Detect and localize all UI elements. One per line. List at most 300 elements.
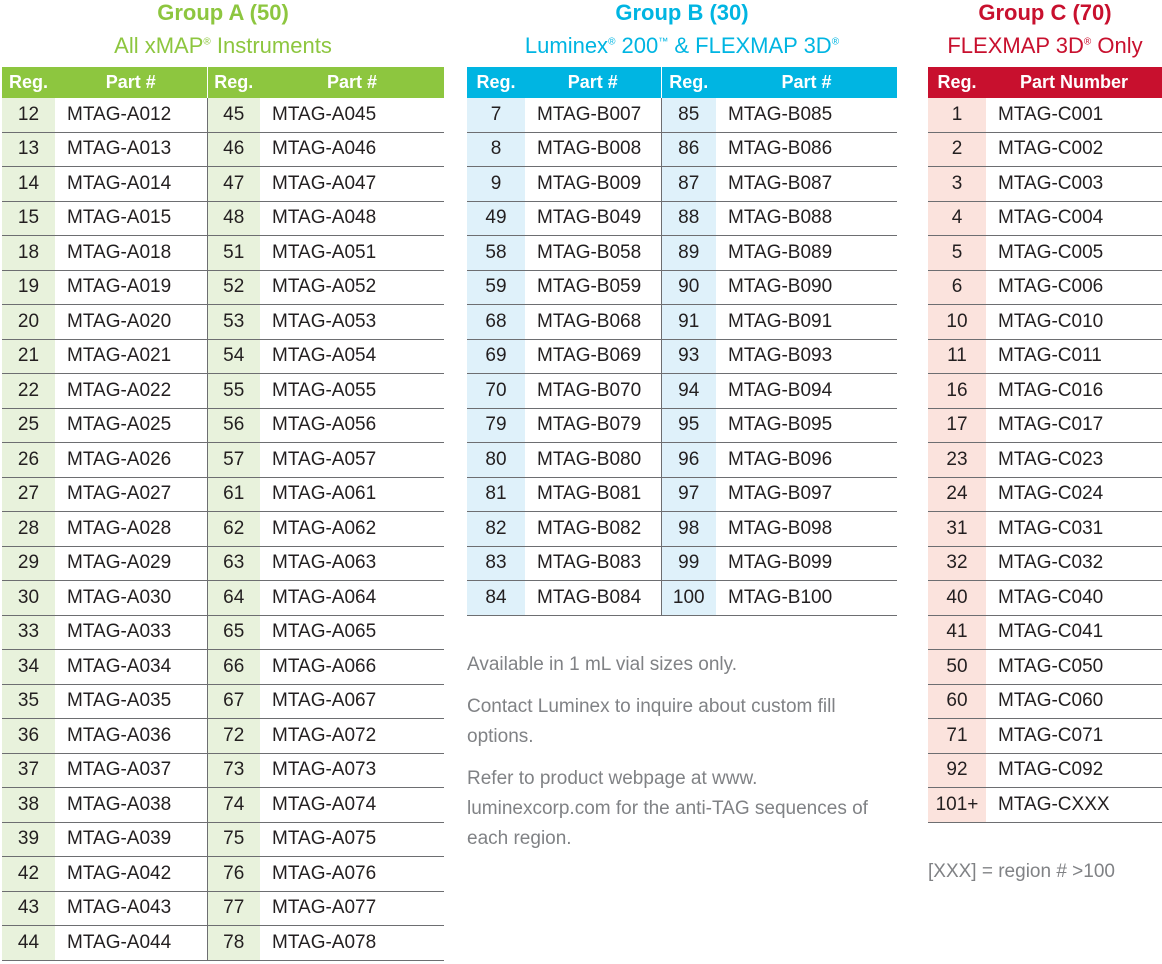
- part-number-cell: MTAG-A022: [55, 374, 207, 409]
- group-b-table: [467, 67, 897, 616]
- region-cell: 33: [2, 615, 55, 650]
- part-number-cell: MTAG-B068: [525, 305, 661, 340]
- table-row: [2, 270, 444, 305]
- region-cell: 98: [661, 512, 716, 547]
- region-cell: 80: [467, 443, 525, 478]
- region-cell: 82: [467, 512, 525, 547]
- part-number-cell: MTAG-A013: [55, 132, 207, 167]
- table-row: [928, 650, 1162, 685]
- table-row: [2, 546, 444, 581]
- group-b-title: Group B (30): [615, 0, 749, 25]
- part-number-cell: MTAG-A034: [55, 650, 207, 685]
- group-b-registered-mark: ®: [608, 36, 616, 48]
- header-part: Part #: [525, 67, 661, 98]
- table-row: [467, 236, 897, 271]
- header-part-number: Part Number: [986, 67, 1162, 98]
- table-row: [928, 270, 1162, 305]
- region-cell: 41: [928, 615, 986, 650]
- region-cell: 13: [2, 132, 55, 167]
- group-c-subtitle-text: FLEXMAP 3D: [947, 33, 1084, 58]
- region-cell: 63: [207, 546, 260, 581]
- region-cell: 95: [661, 408, 716, 443]
- table-row: [2, 201, 444, 236]
- table-row: [467, 270, 897, 305]
- part-number-cell: MTAG-C005: [986, 236, 1162, 271]
- table-row: [2, 581, 444, 616]
- part-number-cell: MTAG-A014: [55, 167, 207, 202]
- header-part: Part #: [260, 67, 444, 98]
- region-cell: 67: [207, 684, 260, 719]
- group-b-section: [467, 0, 897, 616]
- table-row: [467, 132, 897, 167]
- group-a-table: [2, 67, 444, 961]
- part-number-cell: MTAG-B069: [525, 339, 661, 374]
- header-reg: Reg.: [2, 67, 55, 98]
- table-row: [2, 305, 444, 340]
- part-number-cell: MTAG-C040: [986, 581, 1162, 616]
- region-cell: 73: [207, 753, 260, 788]
- table-header-row: [928, 67, 1162, 98]
- part-number-cell: MTAG-B098: [716, 512, 897, 547]
- part-number-cell: MTAG-A057: [260, 443, 444, 478]
- table-row: [928, 374, 1162, 409]
- part-number-cell: MTAG-A078: [260, 926, 444, 961]
- part-number-cell: MTAG-A066: [260, 650, 444, 685]
- table-row: [928, 167, 1162, 202]
- table-row: [467, 374, 897, 409]
- part-number-cell: MTAG-B100: [716, 581, 897, 616]
- region-cell: 77: [207, 891, 260, 926]
- table-row: [2, 408, 444, 443]
- part-number-cell: MTAG-A052: [260, 270, 444, 305]
- header-part: Part #: [716, 67, 897, 98]
- table-row: [928, 236, 1162, 271]
- table-row: [2, 615, 444, 650]
- group-b-registered-mark: ®: [831, 36, 840, 48]
- part-number-cell: MTAG-A074: [260, 788, 444, 823]
- part-number-cell: MTAG-A064: [260, 581, 444, 616]
- region-cell: 16: [928, 374, 986, 409]
- region-cell: 59: [467, 270, 525, 305]
- group-c-table: [928, 67, 1162, 823]
- table-row: [928, 98, 1162, 132]
- table-row: [467, 201, 897, 236]
- table-row: [928, 443, 1162, 478]
- part-number-cell: MTAG-B070: [525, 374, 661, 409]
- region-cell: 48: [207, 201, 260, 236]
- group-c-table-body: [928, 98, 1162, 822]
- part-number-cell: MTAG-A044: [55, 926, 207, 961]
- part-number-cell: MTAG-B099: [716, 546, 897, 581]
- table-row: [928, 615, 1162, 650]
- region-cell: 90: [661, 270, 716, 305]
- part-number-cell: MTAG-A039: [55, 822, 207, 857]
- part-number-cell: MTAG-C092: [986, 753, 1162, 788]
- table-row: [467, 339, 897, 374]
- part-number-cell: MTAG-B059: [525, 270, 661, 305]
- region-cell: 46: [207, 132, 260, 167]
- group-c-subtitle: [928, 31, 1162, 61]
- group-a-registered-mark: ®: [203, 36, 211, 48]
- part-number-cell: MTAG-A045: [260, 98, 444, 132]
- table-row: [467, 477, 897, 512]
- region-cell: 64: [207, 581, 260, 616]
- table-header-row: [467, 67, 897, 98]
- region-cell: 37: [2, 753, 55, 788]
- region-cell: 18: [2, 236, 55, 271]
- region-cell: 62: [207, 512, 260, 547]
- part-number-cell: MTAG-A076: [260, 857, 444, 892]
- region-cell: 9: [467, 167, 525, 202]
- region-cell: 70: [467, 374, 525, 409]
- region-cell: 53: [207, 305, 260, 340]
- group-a-title: Group A (50): [157, 0, 289, 25]
- region-cell: 27: [2, 477, 55, 512]
- part-number-cell: MTAG-B090: [716, 270, 897, 305]
- part-number-cell: MTAG-C002: [986, 132, 1162, 167]
- region-cell: 81: [467, 477, 525, 512]
- region-cell: 78: [207, 926, 260, 961]
- part-number-cell: MTAG-A061: [260, 477, 444, 512]
- part-number-cell: MTAG-A018: [55, 236, 207, 271]
- table-row: [2, 374, 444, 409]
- part-number-cell: MTAG-C017: [986, 408, 1162, 443]
- table-row: [2, 719, 444, 754]
- part-number-cell: MTAG-C006: [986, 270, 1162, 305]
- group-b-table-body: [467, 98, 897, 615]
- part-number-cell: MTAG-A077: [260, 891, 444, 926]
- part-number-cell: MTAG-A036: [55, 719, 207, 754]
- part-number-cell: MTAG-C011: [986, 339, 1162, 374]
- group-b-subtitle-text: 200: [615, 33, 659, 58]
- region-cell: 17: [928, 408, 986, 443]
- part-number-cell: MTAG-A056: [260, 408, 444, 443]
- region-cell: 28: [2, 512, 55, 547]
- region-cell: 87: [661, 167, 716, 202]
- part-number-cell: MTAG-A051: [260, 236, 444, 271]
- region-cell: 14: [2, 167, 55, 202]
- table-row: [467, 305, 897, 340]
- group-c-section: [928, 0, 1162, 823]
- part-number-cell: MTAG-C031: [986, 512, 1162, 547]
- header-reg: Reg.: [207, 67, 260, 98]
- region-cell: 38: [2, 788, 55, 823]
- region-cell: 7: [467, 98, 525, 132]
- table-row: [2, 822, 444, 857]
- part-number-cell: MTAG-A055: [260, 374, 444, 409]
- table-row: [467, 408, 897, 443]
- group-b-subtitle-text: & FLEXMAP 3D: [668, 33, 832, 58]
- region-cell: 71: [928, 719, 986, 754]
- part-number-cell: MTAG-B096: [716, 443, 897, 478]
- part-number-cell: MTAG-A048: [260, 201, 444, 236]
- header-reg: Reg.: [661, 67, 716, 98]
- region-cell: 50: [928, 650, 986, 685]
- part-number-cell: MTAG-B097: [716, 477, 897, 512]
- region-cell: 42: [2, 857, 55, 892]
- group-b-subtitle-text: Luminex: [524, 33, 609, 58]
- region-cell: 94: [661, 374, 716, 409]
- region-cell: 85: [661, 98, 716, 132]
- region-cell: 86: [661, 132, 716, 167]
- table-row: [2, 684, 444, 719]
- region-cell: 30: [2, 581, 55, 616]
- region-cell: 21: [2, 339, 55, 374]
- region-cell: 43: [2, 891, 55, 926]
- region-cell: 99: [661, 546, 716, 581]
- part-number-cell: MTAG-A012: [55, 98, 207, 132]
- region-cell: 75: [207, 822, 260, 857]
- header-reg: Reg.: [467, 67, 525, 98]
- region-cell: 83: [467, 546, 525, 581]
- part-number-cell: MTAG-A067: [260, 684, 444, 719]
- table-row: [2, 753, 444, 788]
- part-number-cell: MTAG-C041: [986, 615, 1162, 650]
- region-cell: 51: [207, 236, 260, 271]
- part-number-cell: MTAG-B049: [525, 201, 661, 236]
- table-row: [467, 546, 897, 581]
- region-cell: 61: [207, 477, 260, 512]
- part-number-cell: MTAG-C016: [986, 374, 1162, 409]
- table-row: [467, 167, 897, 202]
- group-a-subtitle-text: All xMAP: [114, 33, 204, 58]
- part-number-cell: MTAG-A063: [260, 546, 444, 581]
- table-row: [2, 236, 444, 271]
- region-cell: 66: [207, 650, 260, 685]
- region-cell: 52: [207, 270, 260, 305]
- region-cell: 74: [207, 788, 260, 823]
- region-cell: 49: [467, 201, 525, 236]
- part-number-cell: MTAG-B079: [525, 408, 661, 443]
- group-b-subtitle: [467, 31, 897, 61]
- table-row: [2, 857, 444, 892]
- table-row: [2, 512, 444, 547]
- region-cell: 19: [2, 270, 55, 305]
- table-row: [928, 132, 1162, 167]
- part-number-cell: MTAG-A026: [55, 443, 207, 478]
- part-number-cell: MTAG-A054: [260, 339, 444, 374]
- group-a-table-body: [2, 98, 444, 960]
- part-number-cell: MTAG-A019: [55, 270, 207, 305]
- region-cell: 34: [2, 650, 55, 685]
- note-product-webpage: Refer to product webpage at www. luminexcorp.com for the anti-TAG sequences of each region.: [467, 768, 868, 849]
- region-cell: 79: [467, 408, 525, 443]
- part-number-cell: MTAG-B087: [716, 167, 897, 202]
- region-cell: 93: [661, 339, 716, 374]
- part-number-cell: MTAG-B083: [525, 546, 661, 581]
- group-a-subtitle: [2, 31, 444, 61]
- part-number-cell: MTAG-A072: [260, 719, 444, 754]
- region-cell: 45: [207, 98, 260, 132]
- table-row: [928, 684, 1162, 719]
- group-c-registered-mark: ®: [1083, 36, 1092, 48]
- part-number-cell: MTAG-B094: [716, 374, 897, 409]
- region-cell: 76: [207, 857, 260, 892]
- region-cell: 31: [928, 512, 986, 547]
- region-cell: 56: [207, 408, 260, 443]
- region-cell: 40: [928, 581, 986, 616]
- region-cell: 15: [2, 201, 55, 236]
- footnote: [XXX] = region # >100: [928, 861, 1115, 882]
- region-cell: 69: [467, 339, 525, 374]
- table-row: [2, 891, 444, 926]
- group-a-subtitle-rest: Instruments: [210, 33, 332, 58]
- table-row: [2, 926, 444, 961]
- part-number-cell: MTAG-C001: [986, 98, 1162, 132]
- region-cell: 47: [207, 167, 260, 202]
- region-cell: 65: [207, 615, 260, 650]
- table-row: [928, 753, 1162, 788]
- table-row: [467, 98, 897, 132]
- region-cell: 58: [467, 236, 525, 271]
- part-number-cell: MTAG-A029: [55, 546, 207, 581]
- region-cell: 89: [661, 236, 716, 271]
- part-number-cell: MTAG-A037: [55, 753, 207, 788]
- part-number-cell: MTAG-A028: [55, 512, 207, 547]
- part-number-cell: MTAG-A047: [260, 167, 444, 202]
- part-number-cell: MTAG-B058: [525, 236, 661, 271]
- part-number-cell: MTAG-B085: [716, 98, 897, 132]
- region-cell: 20: [2, 305, 55, 340]
- region-cell: 32: [928, 546, 986, 581]
- part-number-cell: MTAG-A035: [55, 684, 207, 719]
- part-number-cell: MTAG-B089: [716, 236, 897, 271]
- table-row: [928, 719, 1162, 754]
- part-number-cell: MTAG-C010: [986, 305, 1162, 340]
- note-custom-fill: Contact Luminex to inquire about custom fill options.: [467, 696, 836, 747]
- part-number-cell: MTAG-A030: [55, 581, 207, 616]
- part-number-cell: MTAG-C050: [986, 650, 1162, 685]
- part-number-cell: MTAG-A065: [260, 615, 444, 650]
- table-row: [2, 443, 444, 478]
- table-row: [2, 788, 444, 823]
- region-cell: 100: [661, 581, 716, 616]
- region-cell: 22: [2, 374, 55, 409]
- part-number-cell: MTAG-B086: [716, 132, 897, 167]
- part-number-cell: MTAG-B080: [525, 443, 661, 478]
- region-cell: 25: [2, 408, 55, 443]
- region-cell: 92: [928, 753, 986, 788]
- table-row: [2, 477, 444, 512]
- region-cell: 8: [467, 132, 525, 167]
- table-row: [928, 788, 1162, 823]
- region-cell: 54: [207, 339, 260, 374]
- table-row: [928, 581, 1162, 616]
- part-number-cell: MTAG-B082: [525, 512, 661, 547]
- part-number-cell: MTAG-B091: [716, 305, 897, 340]
- region-cell: 44: [2, 926, 55, 961]
- table-header-row: [2, 67, 444, 98]
- region-cell: 91: [661, 305, 716, 340]
- part-number-cell: MTAG-A042: [55, 857, 207, 892]
- region-cell: 1: [928, 98, 986, 132]
- part-number-cell: MTAG-C024: [986, 477, 1162, 512]
- part-number-cell: MTAG-C023: [986, 443, 1162, 478]
- region-cell: 23: [928, 443, 986, 478]
- part-number-cell: MTAG-B008: [525, 132, 661, 167]
- part-number-cell: MTAG-A062: [260, 512, 444, 547]
- table-row: [928, 512, 1162, 547]
- region-cell: 6: [928, 270, 986, 305]
- part-number-cell: MTAG-A027: [55, 477, 207, 512]
- region-cell: 26: [2, 443, 55, 478]
- table-row: [2, 650, 444, 685]
- part-number-cell: MTAG-A073: [260, 753, 444, 788]
- notes: [467, 650, 887, 866]
- region-cell: 39: [2, 822, 55, 857]
- region-cell: 5: [928, 236, 986, 271]
- table-row: [928, 477, 1162, 512]
- region-cell: 24: [928, 477, 986, 512]
- part-number-cell: MTAG-B093: [716, 339, 897, 374]
- region-cell: 96: [661, 443, 716, 478]
- table-row: [928, 408, 1162, 443]
- part-number-cell: MTAG-C032: [986, 546, 1162, 581]
- part-number-cell: MTAG-B095: [716, 408, 897, 443]
- region-cell: 88: [661, 201, 716, 236]
- note-vial-sizes: Available in 1 mL vial sizes only.: [467, 654, 737, 675]
- table-row: [928, 546, 1162, 581]
- part-number-cell: MTAG-A021: [55, 339, 207, 374]
- region-cell: 68: [467, 305, 525, 340]
- part-number-cell: MTAG-B009: [525, 167, 661, 202]
- part-number-cell: MTAG-B088: [716, 201, 897, 236]
- region-cell: 97: [661, 477, 716, 512]
- part-number-cell: MTAG-C004: [986, 201, 1162, 236]
- region-cell: 57: [207, 443, 260, 478]
- region-cell: 72: [207, 719, 260, 754]
- table-row: [2, 167, 444, 202]
- part-number-cell: MTAG-A043: [55, 891, 207, 926]
- table-row: [928, 305, 1162, 340]
- region-cell: 29: [2, 546, 55, 581]
- region-cell: 101+: [928, 788, 986, 823]
- region-cell: 60: [928, 684, 986, 719]
- part-number-cell: MTAG-C003: [986, 167, 1162, 202]
- table-row: [467, 512, 897, 547]
- table-row: [2, 132, 444, 167]
- part-number-cell: MTAG-C071: [986, 719, 1162, 754]
- region-cell: 55: [207, 374, 260, 409]
- region-cell: 4: [928, 201, 986, 236]
- table-row: [467, 581, 897, 616]
- part-number-cell: MTAG-A033: [55, 615, 207, 650]
- part-number-cell: MTAG-B081: [525, 477, 661, 512]
- header-part: Part #: [55, 67, 207, 98]
- part-number-cell: MTAG-A075: [260, 822, 444, 857]
- region-cell: 12: [2, 98, 55, 132]
- part-number-cell: MTAG-B084: [525, 581, 661, 616]
- part-number-cell: MTAG-A025: [55, 408, 207, 443]
- part-number-cell: MTAG-CXXX: [986, 788, 1162, 823]
- region-cell: 84: [467, 581, 525, 616]
- table-row: [928, 339, 1162, 374]
- table-row: [467, 443, 897, 478]
- region-cell: 2: [928, 132, 986, 167]
- part-number-cell: MTAG-C060: [986, 684, 1162, 719]
- table-row: [2, 339, 444, 374]
- region-cell: 10: [928, 305, 986, 340]
- group-b-trademark-mark: ™: [658, 36, 669, 48]
- group-c-title: Group C (70): [978, 0, 1112, 25]
- region-cell: 11: [928, 339, 986, 374]
- part-number-cell: MTAG-B007: [525, 98, 661, 132]
- part-number-cell: MTAG-A015: [55, 201, 207, 236]
- header-reg: Reg.: [928, 67, 986, 98]
- table-row: [2, 98, 444, 132]
- part-number-cell: MTAG-A053: [260, 305, 444, 340]
- group-c-subtitle-rest: Only: [1091, 33, 1143, 58]
